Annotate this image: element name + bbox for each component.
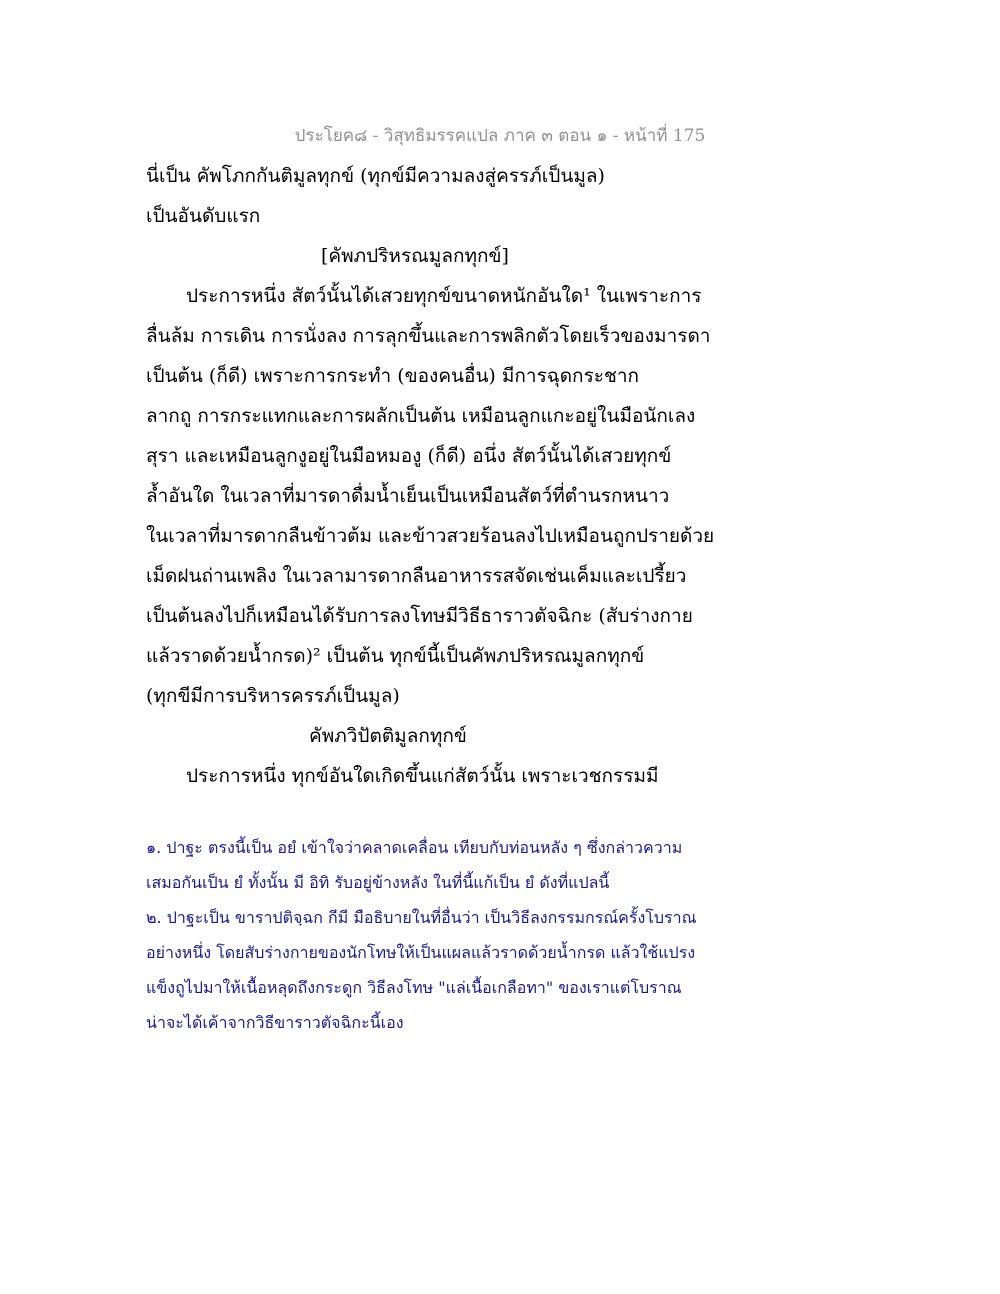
text-line: เป็นอันดับแรก: [146, 205, 261, 227]
text-line: เป็นต้น (ก็ดี) เพราะการกระทำ (ของคนอื่น) มีการฉุดกระชาก: [146, 365, 640, 387]
paragraph-first-line: ประการหนึ่ง ทุกข์อันใดเกิดขึ้นแก่สัตว์นั้น เพราะเวชกรรมมี: [186, 765, 659, 787]
text-line: แล้วราดด้วยน้ำกรด)² เป็นต้น ทุกข์นี้เป็นคัพภปริหรณมูลกทุกข์: [146, 645, 645, 667]
footnote-line: ๒. ปาฐะเป็น ขาราปติจฺฉก กีมี มือธิบายในที่อื่นว่า เป็นวิธีลงกรรมกรณ์ครั้งโบราณ: [146, 908, 697, 927]
footnote-line: อย่างหนึ่ง โดยสับร่างกายของนักโทษให้เป็นแผลแล้วราดด้วยน้ำกรด แล้วใช้แปรง: [146, 943, 696, 962]
footnotes: [146, 830, 866, 1040]
section-heading: [คัพภปริหรณมูลกทุกข์]: [321, 245, 509, 267]
running-header: ประโยค๘ - วิสุทธิมรรคแปล ภาค ๓ ตอน ๑ - หน้าที่ 175: [294, 126, 706, 146]
text-line: เม็ดฝนถ่านเพลิง ในเวลามารดากลืนอาหารรสจัดเช่นเค็มและเปรี้ยว: [146, 565, 687, 587]
footnote-line: เสมอกันเป็น ยํ ทั้งนั้น มี อิทิ รับอยู่ข้างหลัง ในที่นี้แก้เป็น ยํ ดังที่แปลนี้: [146, 873, 610, 892]
text-line: ล้ำอันใด ในเวลาที่มารดาดื่มน้ำเย็นเป็นเหมือนสัตว์ที่ตำนรกหนาว: [146, 485, 670, 507]
footnote-line: ๑. ปาฐะ ตรงนี้เป็น อยํ เข้าใจว่าคลาดเคลื่อน เทียบกับท่อนหลัง ๆ ซึ่งกล่าวความ: [146, 838, 683, 857]
text-line: ลากถู การกระแทกและการผลักเป็นต้น เหมือนลูกแกะอยู่ในมือนักเลง: [146, 405, 696, 427]
text-line: (ทุกขีมีการบริหารครรภ์เป็นมูล): [146, 685, 400, 707]
footnote-line: แข็งถูไปมาให้เนื้อหลุดถึงกระดูก วิธีลงโทษ "แล่เนื้อเกลือทา" ของเราแต่โบราณ: [146, 978, 682, 997]
text-line: ในเวลาที่มารดากลืนข้าวต้ม และข้าวสวยร้อนลงไปเหมือนถูกปรายด้วย: [146, 525, 715, 547]
text-line: ลื่นล้ม การเดิน การนั่งลง การลุกขึ้นและการพลิกตัวโดยเร็วของมารดา: [146, 325, 711, 347]
text-line: นี่เป็น คัพโภกกันติมูลทุกข์ (ทุกข์มีความลงสู่ครรภ์เป็นมูล): [146, 165, 605, 187]
paragraph-first-line: ประการหนึ่ง สัตว์นั้นได้เสวยทุกข์ขนาดหนักอันใด¹ ในเพราะการ: [186, 285, 702, 307]
main-text: [146, 156, 866, 796]
section-heading: คัพภวิปัตติมูลกทุกข์: [309, 725, 467, 747]
text-line: สุรา และเหมือนลูกงูอยู่ในมือหมองู (ก็ดี) อนึ่ง สัตว์นั้นได้เสวยทุกข์: [146, 445, 672, 467]
text-line: เป็นต้นลงไปก็เหมือนได้รับการลงโทษมีวิธีธาราวตัจฉิกะ (สับร่างกาย: [146, 605, 693, 627]
footnote-line: น่าจะได้เค้าจากวิธีขาราวตัจฉิกะนี้เอง: [146, 1013, 404, 1032]
